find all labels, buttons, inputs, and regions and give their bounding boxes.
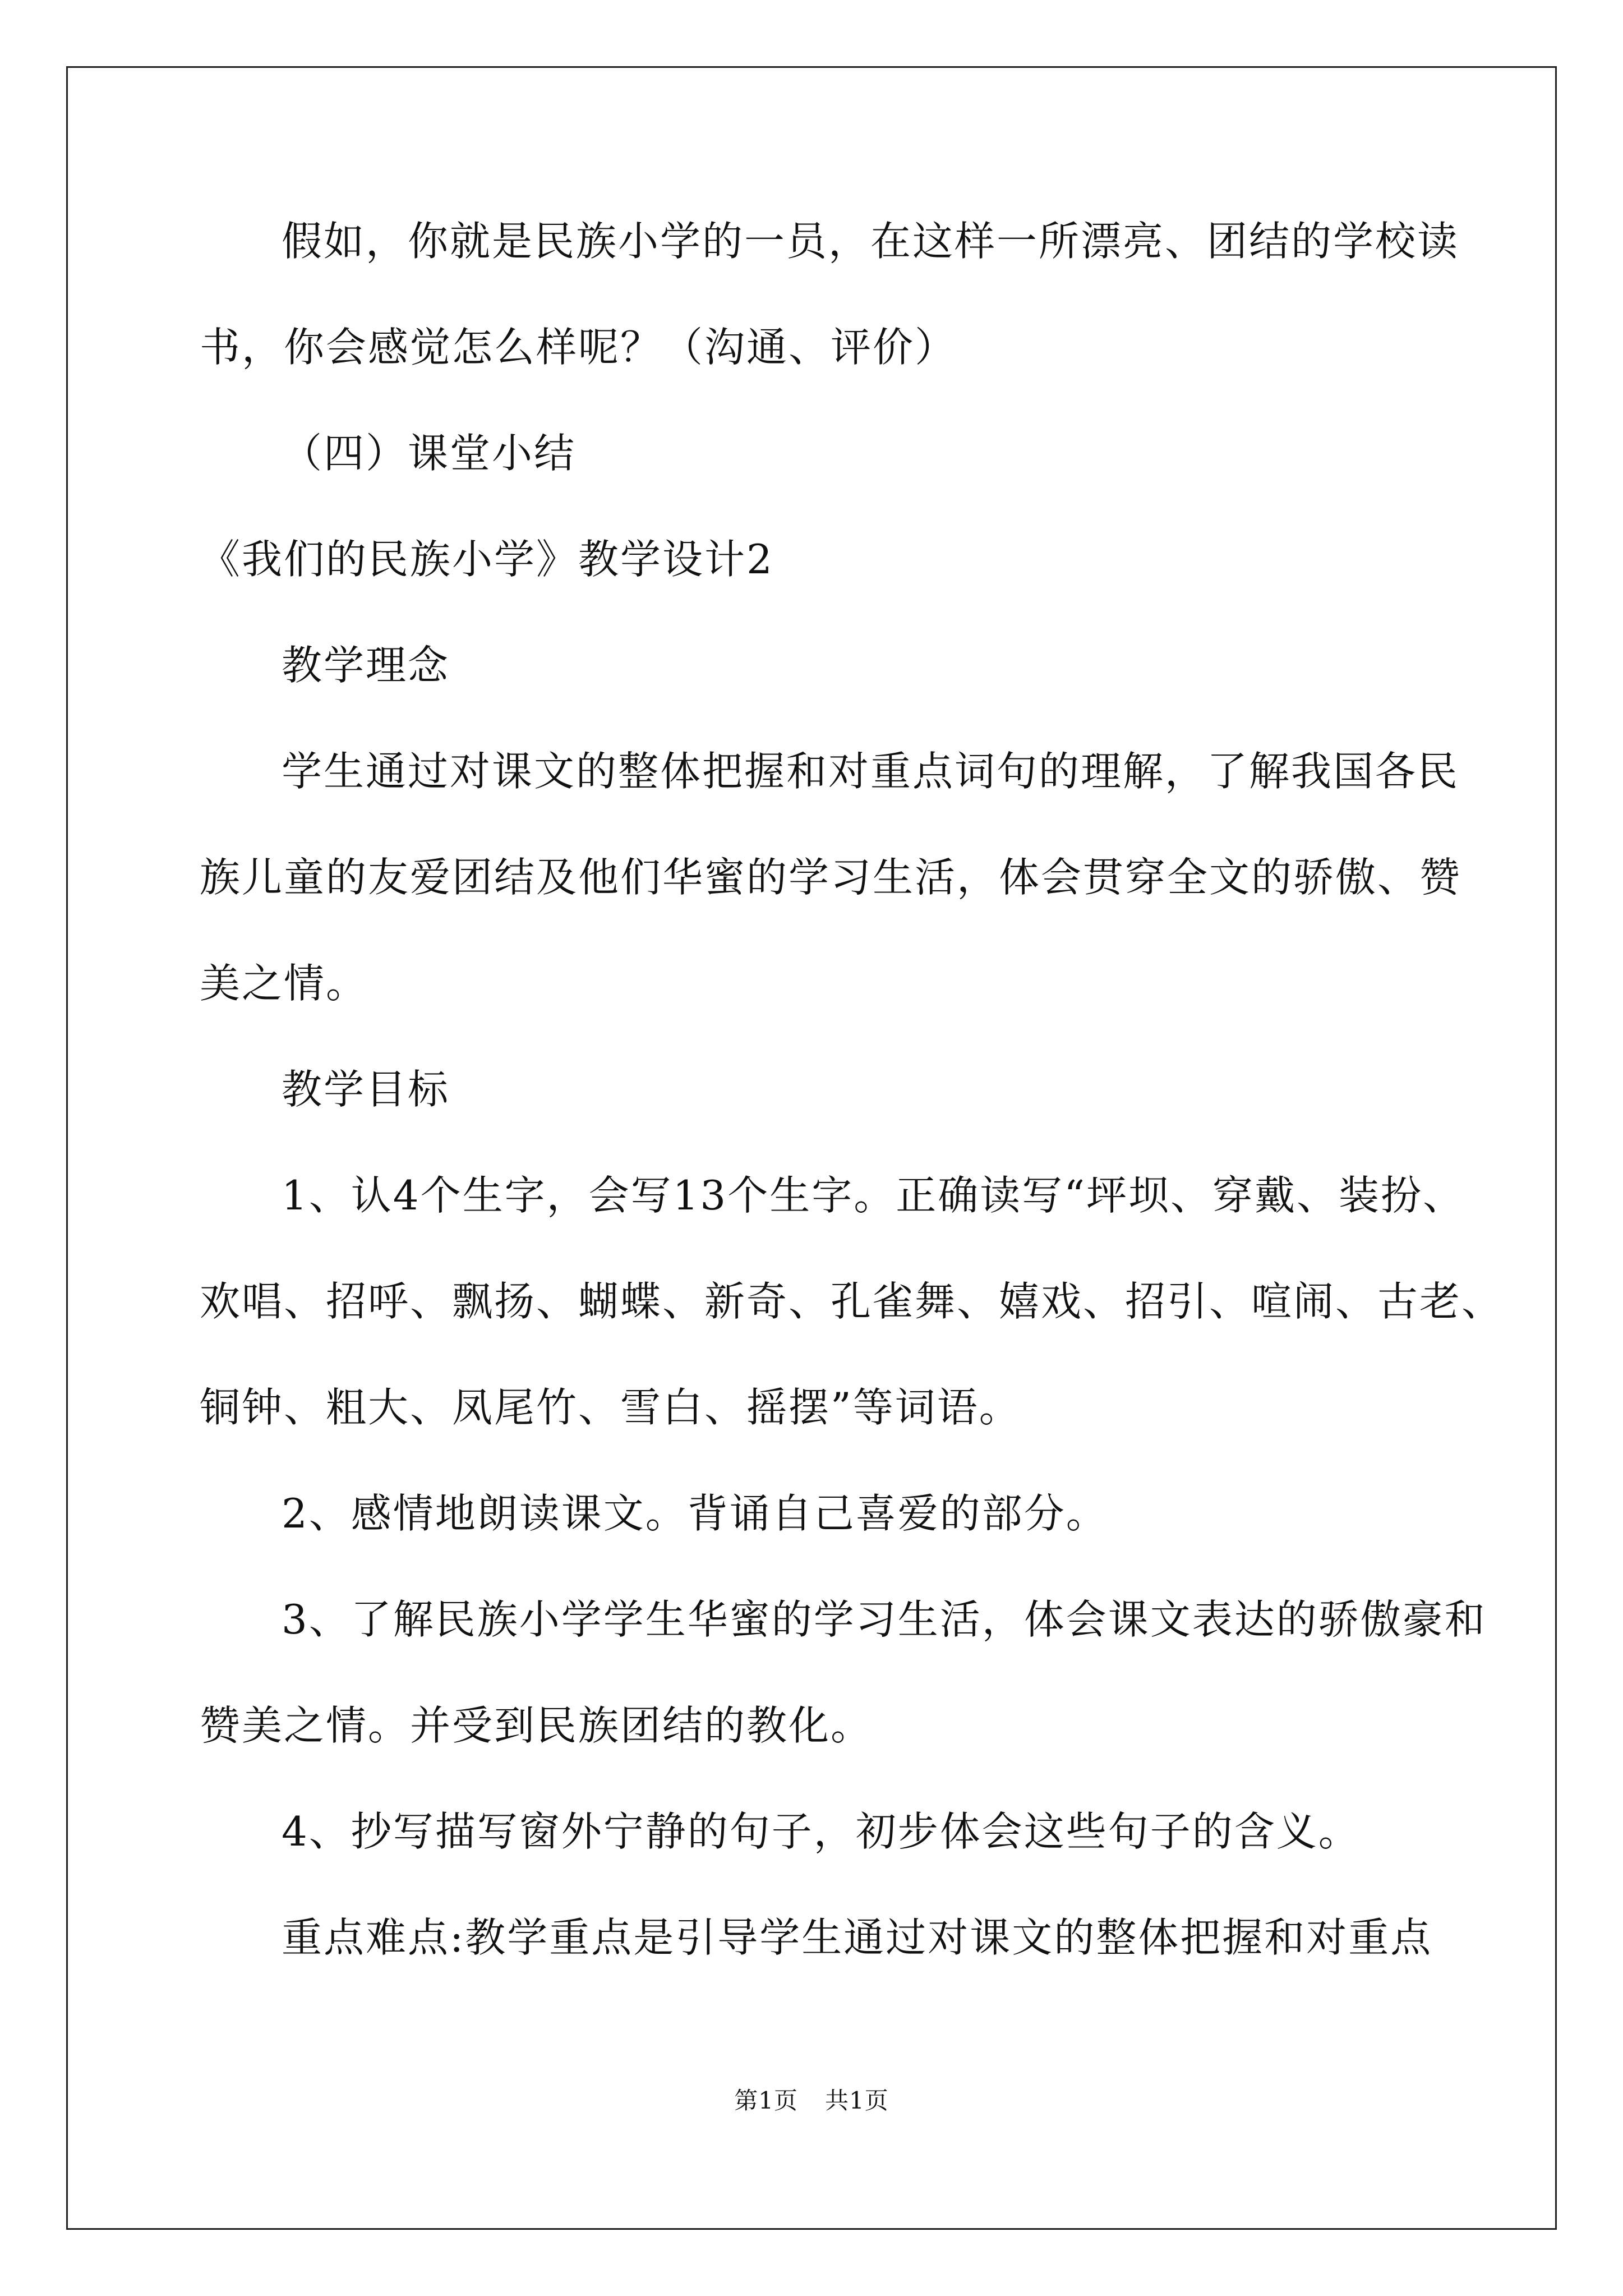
page-border bbox=[66, 66, 1557, 2230]
page-total: 共1页 bbox=[825, 2087, 889, 2114]
page-footer bbox=[0, 2085, 1623, 2116]
section-heading: 教学理念 bbox=[282, 642, 450, 689]
section-heading: （四）课堂小结 bbox=[282, 430, 577, 477]
section-heading: 教学目标 bbox=[282, 1066, 450, 1113]
body-text-line: 学生通过对课文的整体把握和对重点词句的理解，了解我国各民 bbox=[282, 748, 1460, 795]
body-text-line: 4、抄写描写窗外宁静的句子，初步体会这些句子的含义。 bbox=[282, 1808, 1361, 1855]
document-title: 《我们的民族小学》教学设计2 bbox=[200, 536, 774, 583]
body-text-line: 族儿童的友爱团结及他们华蜜的学习生活，体会贯穿全文的骄傲、赞 bbox=[200, 854, 1462, 901]
body-text-line: 重点难点:教学重点是引导学生通过对课文的整体把握和对重点 bbox=[282, 1914, 1433, 1961]
body-text-line: 假如，你就是民族小学的一员，在这样一所漂亮、团结的学校读 bbox=[282, 218, 1460, 265]
body-text-line: 1、认4个生字，会写13个生字。正确读写“坪坝、穿戴、装扮、 bbox=[282, 1172, 1465, 1219]
body-text-line: 3、了解民族小学学生华蜜的学习生活，体会课文表达的骄傲豪和 bbox=[282, 1596, 1487, 1643]
body-text-line: 2、感情地朗读课文。背诵自己喜爱的部分。 bbox=[282, 1490, 1108, 1537]
body-text-line: 铜钟、粗大、凤尾竹、雪白、摇摆”等词语。 bbox=[200, 1384, 1021, 1431]
page-number: 第1页 bbox=[734, 2087, 798, 2114]
body-text-line: 欢唱、招呼、飘扬、蝴蝶、新奇、孔雀舞、嬉戏、招引、喧闹、古老、 bbox=[200, 1278, 1504, 1325]
body-text-line: 美之情。 bbox=[200, 960, 368, 1007]
body-text-line: 赞美之情。并受到民族团结的教化。 bbox=[200, 1702, 873, 1749]
body-text-line: 书，你会感觉怎么样呢？（沟通、评价） bbox=[200, 324, 957, 371]
